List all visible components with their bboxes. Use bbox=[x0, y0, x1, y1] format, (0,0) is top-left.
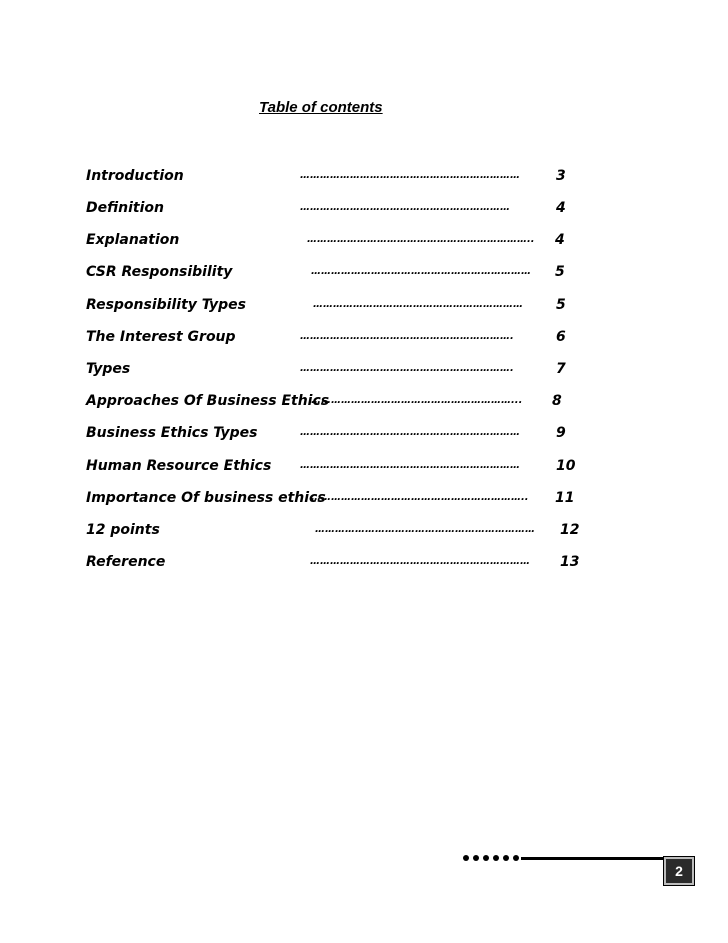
toc-dot-leader: ………………………………………………………… bbox=[300, 460, 520, 471]
toc-page-number: 5 bbox=[555, 264, 565, 280]
toc-dot-leader: ………………………………………………………… bbox=[310, 556, 530, 567]
toc-page-number: 13 bbox=[560, 554, 580, 570]
toc-dot-leader: ………………………………………………………. bbox=[300, 363, 514, 374]
toc-page-number: 3 bbox=[556, 168, 566, 184]
toc-page-number: 7 bbox=[556, 361, 566, 377]
toc-dot-leader: ………………………………………………………… bbox=[300, 427, 520, 438]
toc-page-number: 4 bbox=[556, 200, 566, 216]
footer-dot bbox=[473, 855, 479, 861]
toc-entry-label: Responsibility Types bbox=[86, 297, 246, 313]
toc-page-number: 8 bbox=[552, 393, 562, 409]
toc-entry-label: Definition bbox=[86, 200, 164, 216]
toc-dot-leader: ………………………………………………………… bbox=[300, 170, 520, 181]
footer-dot bbox=[493, 855, 499, 861]
footer-dot bbox=[503, 855, 509, 861]
toc-dot-leader: ……………………………………………………... bbox=[311, 395, 523, 406]
toc-entry-label: Reference bbox=[86, 554, 166, 570]
footer-dot bbox=[483, 855, 489, 861]
toc-entry-label: The Interest Group bbox=[86, 329, 236, 345]
footer-dot bbox=[513, 855, 519, 861]
toc-page-number: 9 bbox=[556, 425, 566, 441]
toc-page-number: 11 bbox=[555, 490, 575, 506]
toc-entry-label: Explanation bbox=[86, 232, 180, 248]
toc-entry-label: CSR Responsibility bbox=[86, 264, 233, 280]
toc-page-number: 4 bbox=[555, 232, 565, 248]
toc-entry-label: Approaches Of Business Ethics bbox=[86, 393, 330, 409]
toc-dot-leader: ……………………………………………………… bbox=[313, 299, 523, 310]
toc-entry-label: Types bbox=[86, 361, 131, 377]
toc-page-number: 12 bbox=[560, 522, 580, 538]
toc-page-number: 6 bbox=[556, 329, 566, 345]
toc-dot-leader: ………………………………………………………… bbox=[315, 524, 535, 535]
footer-rule bbox=[521, 857, 664, 860]
toc-entry-label: Human Resource Ethics bbox=[86, 458, 272, 474]
page-number-badge: 2 bbox=[664, 857, 694, 885]
toc-dot-leader: ………………………………………………………. bbox=[300, 331, 514, 342]
toc-page-number: 5 bbox=[556, 297, 566, 313]
toc-page-number: 10 bbox=[556, 458, 576, 474]
toc-entry-label: 12 points bbox=[86, 522, 160, 538]
toc-dot-leader: ……………………………………………………….. bbox=[311, 492, 529, 503]
toc-dot-leader: ………………………………………………………….. bbox=[307, 234, 535, 245]
footer-dot bbox=[463, 855, 469, 861]
toc-dot-leader: ………………………………………………………… bbox=[311, 266, 531, 277]
toc-dot-leader: ……………………………………………………… bbox=[300, 202, 510, 213]
toc-title: Table of contents bbox=[259, 99, 383, 116]
toc-entry-label: Importance Of business ethics bbox=[86, 490, 326, 506]
toc-entry-label: Introduction bbox=[86, 168, 184, 184]
toc-entry-label: Business Ethics Types bbox=[86, 425, 258, 441]
